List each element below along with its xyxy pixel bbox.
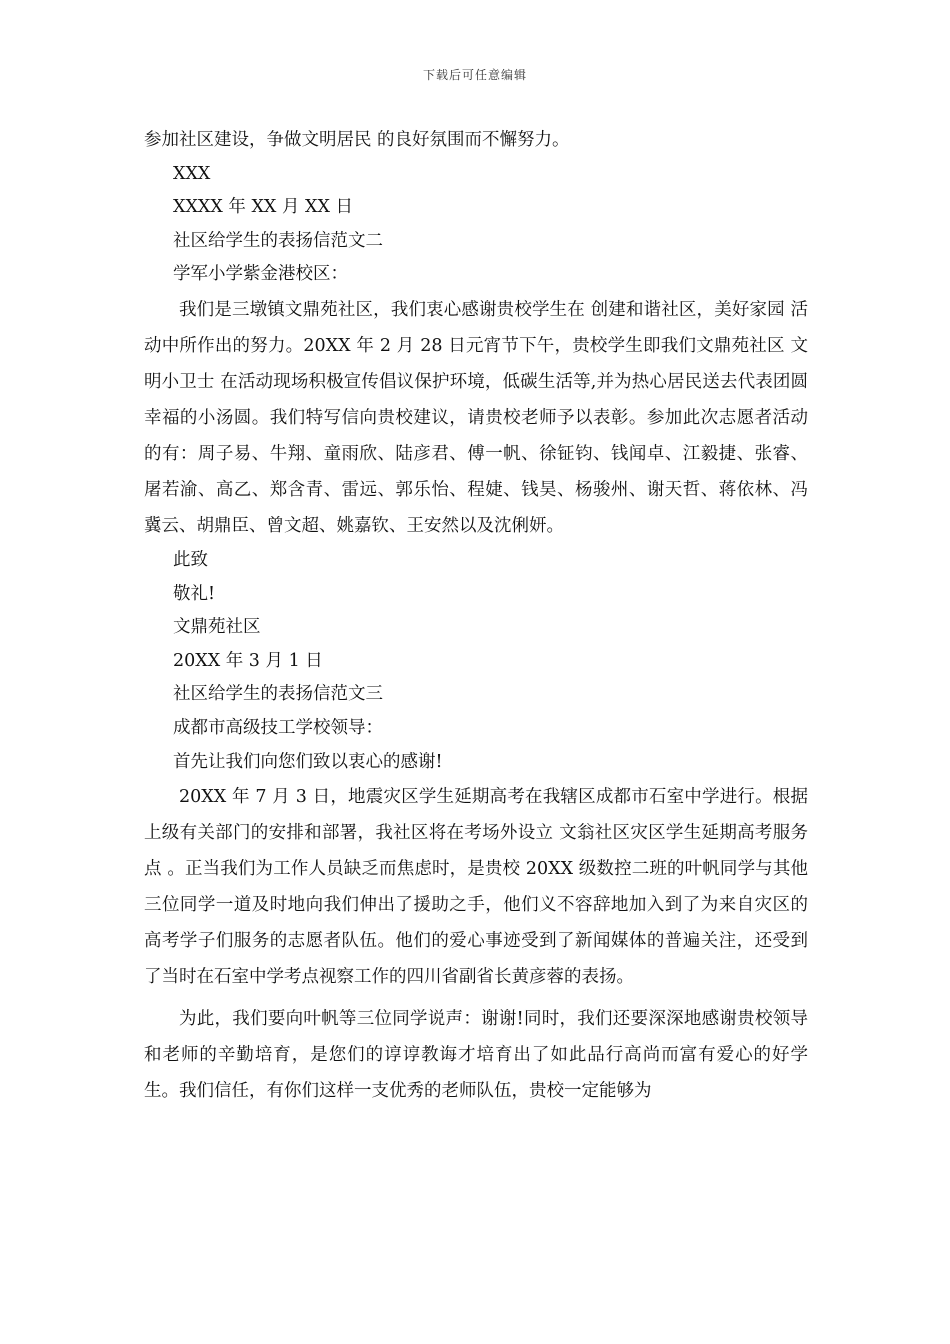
salutation-3: 成都市高级技工学校领导：: [173, 717, 383, 738]
salutation-2: 学军小学紫金港校区：: [173, 264, 348, 285]
letter3-paragraph-2: 为此，我们要向叶帆等三位同学说声：谢谢!同时，我们还要深深地感谢贵校领导和老师的辛勤培育，是您们的谆谆教诲才培育出了如此品行高尚而富有爱心的好学生。我们信任，有你们这样一支优秀的老师队伍，贵校一定能够为: [144, 1009, 808, 1102]
date-line: XXXX 年 XX 月 XX 日: [173, 197, 353, 218]
page-header-note: 下载后可任意编辑: [422, 68, 527, 82]
letter2-signer: 文鼎苑社区: [173, 617, 261, 638]
letter2-date: 20XX 年 3 月 1 日: [173, 650, 323, 671]
signature-line: XXX: [173, 163, 211, 184]
letter3-opening: 首先让我们向您们致以衷心的感谢!: [173, 751, 443, 772]
letter3-paragraph-1: 20XX 年 7 月 3 日，地震灾区学生延期高考在我辖区成都市石室中学进行。根据上级有关部门的安排和部署，我社区将在考场外设立 文翁社区灾区学生延期高考服务点 。正当我们为工作人员缺乏而焦虑时，是贵校 20XX 级数控二班的叶帆同学与其他三位同学一道及时地向我们伸出了援助之手，他们义不容辞地加入到了为来自灾区的高考学子们服务的志愿者队伍。他们的爱心事迹受到了新闻媒体的普遍关注，还受到了当时在石室中学考点视察工作的四川省副省长黄彦蓉的表扬。: [144, 787, 808, 988]
section-title-3: 社区给学生的表扬信范文三: [173, 684, 383, 705]
letter2-body: 我们是三墩镇文鼎苑社区，我们衷心感谢贵校学生在 创建和谐社区，美好家园 活动中所作出的努力。20XX 年 2 月 28 日元宵节下午，贵校学生即我们文鼎苑社区 文明小卫士 在活动现场积极宣传倡议保护环境，低碳生活等,并为热心居民送去代表团圆幸福的小汤圆。我们特写信向贵校建议，请贵校老师予以表彰。参加此次志愿者活动的有：周子易、牛翔、童雨欣、陆彦君、傅一帆、徐钲钧、钱闻卓、江毅捷、张睿、屠若渝、高乙、郑含青、雷远、郭乐怡、程婕、钱昊、杨骏州、谢天哲、蒋依林、冯冀云、胡鼎臣、曾文超、姚嘉钦、王安然以及沈俐妍。: [144, 299, 808, 536]
letter2-closing-1: 此致: [173, 549, 208, 570]
letter2-closing-2: 敬礼!: [173, 583, 216, 604]
document-body: [144, 124, 808, 1109]
section-title-2: 社区给学生的表扬信范文二: [173, 230, 383, 251]
continuation-line: 参加社区建设，争做文明居民 的良好氛围而不懈努力。: [144, 130, 570, 150]
